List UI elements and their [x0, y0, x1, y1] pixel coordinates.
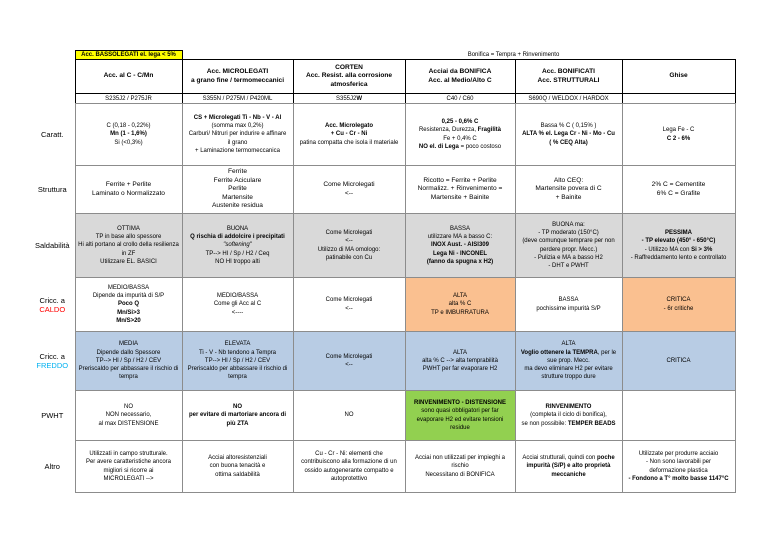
- cell-line: contribuiscono alla formazione di un: [301, 459, 397, 466]
- cell-line: rischio: [451, 463, 469, 470]
- cell-line: MEDIO/BASSA: [107, 284, 150, 291]
- cell-line: Cricc. a: [39, 295, 65, 305]
- cell-line: MICROLEGATI -->: [103, 475, 154, 482]
- cell-line: Altro: [44, 462, 60, 471]
- table-row: [30, 166, 735, 214]
- table-cell: [75, 278, 182, 332]
- cell-line: Acc. Microlegato: [324, 123, 373, 130]
- cell-line: Come Microlegati: [325, 229, 373, 236]
- row-label: [30, 278, 75, 332]
- cell-line: INOX Aust. - AISI309: [431, 242, 489, 249]
- cell-line: Martensite: [222, 193, 253, 201]
- cell-line: Lega Fe - C: [662, 127, 695, 134]
- cell-line: Hi alti portano al crollo della resilienza: [78, 242, 179, 249]
- cell-line: BUONA: [226, 225, 249, 232]
- cell-line: - Non sono lavorabili per: [645, 459, 712, 466]
- cell-line: NO: [344, 412, 354, 419]
- text-segment: Acciai strutturali, quindi con: [522, 455, 598, 462]
- table-row: [30, 332, 735, 391]
- cell-line: Per avere caratteristiche ancora: [85, 459, 172, 466]
- cell-line: sue prop. Mecc.: [547, 357, 590, 364]
- cell-line: ALTA % el. Lega Cr - Ni - Mo - Cu: [522, 131, 615, 138]
- cell-line: Lega Ni - INCONEL: [432, 250, 487, 257]
- table-cell: [405, 166, 515, 214]
- cell-line: Necessitano di BONIFICA: [425, 471, 495, 478]
- steel-grade: [405, 94, 515, 104]
- cell-line: C (0,18 - 0,22%): [106, 123, 151, 130]
- top-bar-row: [30, 51, 735, 60]
- cell-line: ossido autogenerante compatto e: [304, 467, 394, 474]
- cell-line: Preriscaldo per abbassare il rischio di: [187, 366, 288, 373]
- table-body: [30, 51, 735, 493]
- table-cell: [405, 104, 515, 166]
- grade-row: [30, 94, 735, 104]
- cell-line: TP--> HI / Sp / H2 / Ceq: [205, 250, 270, 257]
- cell-line: TP e IMBURRATURA: [431, 309, 489, 316]
- cell-line: NO HI troppo alti: [215, 258, 260, 265]
- cell-line: S690Q / WELDOX / HARDOX: [528, 95, 609, 102]
- cell-line: ALTA: [561, 341, 576, 348]
- steel-grade: [293, 94, 405, 104]
- cell-line: Come gli Acc al C: [213, 301, 262, 308]
- cell-line: Preriscaldo per abbassare il rischio di: [78, 366, 179, 373]
- cell-line: CORTEN: [335, 63, 363, 71]
- table-cell: [515, 166, 622, 214]
- cell-line: Normalizz. + Rinvenimento =: [417, 185, 503, 193]
- cell-line: MEDIA: [118, 341, 138, 348]
- cell-line: [625, 246, 733, 254]
- cell-line: residue: [450, 424, 470, 431]
- cell-line: BASSA: [449, 225, 470, 232]
- cell-line: Come Microlegati: [323, 180, 375, 188]
- row-label: [30, 332, 75, 391]
- cell-line: Dipende da impurità di S/P: [92, 293, 165, 300]
- table-cell: [622, 166, 735, 214]
- cell-line: Cu - Cr - Ni: elementi che: [315, 450, 383, 457]
- cell-line: - Pulizia e MA a basso H2: [534, 254, 603, 261]
- steel-grade: [75, 94, 182, 104]
- corner-cell: [30, 60, 75, 94]
- text-segment: se non possibile:: [521, 420, 568, 427]
- cell-line: (completa il ciclo di bonifica),: [530, 412, 607, 419]
- cell-line: ottima saldabilità: [215, 471, 260, 478]
- cell-line: Alto CEQ:: [553, 176, 584, 184]
- cell-line: TP--> HI / Sp / H2 / CEV: [204, 357, 271, 364]
- table-cell: [405, 214, 515, 278]
- cell-line: - DHT e PWHT: [548, 263, 589, 270]
- cell-line: Ferrite Aciculare: [213, 176, 262, 184]
- cell-line: S235J2 / P275JR: [105, 95, 152, 102]
- column-header: [293, 60, 405, 94]
- cell-line: [518, 349, 620, 357]
- row-label: [30, 104, 75, 166]
- cell-line: (deve comunque temprare per non: [522, 238, 615, 245]
- cell-line: alta % C --> alta temprabilità: [422, 357, 498, 364]
- cell-line: Acciai altoresistenziali: [208, 455, 267, 462]
- table-cell: [622, 214, 735, 278]
- text-segment: Si > 3%: [691, 246, 713, 253]
- cell-line: [408, 126, 513, 134]
- table-cell: [182, 278, 293, 332]
- bonifica-note: Bonifica = Tempra + Rinvenimento: [467, 51, 560, 58]
- cell-line: 0,25 - 0,6% C: [441, 118, 479, 125]
- cell-line: (fanno da spugna x H2): [426, 258, 494, 265]
- table-cell: [622, 104, 735, 166]
- cell-line: OTTIMA: [117, 225, 140, 232]
- cell-line: S355N / P275M / P420ML: [202, 95, 273, 102]
- cell-line: Mn/Si>3: [117, 309, 140, 316]
- cell-line: ALTA: [452, 293, 468, 300]
- text-segment: W: [356, 95, 363, 102]
- cell-line: in ZF: [121, 250, 136, 257]
- table-cell: [405, 391, 515, 441]
- cell-line: BUONA ma:: [552, 221, 585, 228]
- table-cell: [182, 391, 293, 441]
- table-cell: [182, 214, 293, 278]
- cell-line: alta % C: [448, 301, 472, 308]
- cell-line: + Bainite: [555, 193, 582, 201]
- cell-line: patinabile con Cu: [325, 254, 373, 261]
- cell-line: meccaniche: [551, 471, 586, 478]
- row-label: [30, 441, 75, 493]
- header-row: [30, 60, 735, 94]
- cell-line: Ferrite: [227, 168, 248, 176]
- cell-line: a grano fine / termomeccanici: [190, 76, 285, 84]
- table-cell: [75, 166, 182, 214]
- text-segment: TEMPER BEADS: [567, 420, 616, 427]
- cell-line: <--: [345, 305, 353, 312]
- cell-line: ELEVATA: [224, 341, 251, 348]
- cell-line: Q rischia di addolcire i precipitati: [190, 234, 285, 241]
- text-segment: S355J2: [335, 95, 357, 102]
- table-cell: [515, 391, 622, 441]
- cell-line: Mn (1 - 1,6%): [110, 131, 147, 138]
- table-row: [30, 391, 735, 441]
- cell-line: ( % CEQ Alta): [549, 139, 588, 146]
- cell-line: il grano: [227, 139, 248, 146]
- table-cell: [515, 441, 622, 493]
- cell-line: - 6r critiche: [663, 305, 694, 312]
- cell-line: CRITICA: [666, 357, 691, 364]
- row-label: [30, 166, 75, 214]
- table-cell: [405, 441, 515, 493]
- table-cell: [293, 214, 405, 278]
- text-segment: , per le: [597, 349, 617, 356]
- cell-line: Utilizzo di MA omologo:: [317, 246, 381, 253]
- cell-line: Utilizzate per produrre acciaio: [638, 450, 719, 457]
- table-cell: [75, 214, 182, 278]
- cell-line: Come Microlegati: [325, 353, 373, 360]
- column-header: [405, 60, 515, 94]
- category-badge: Acc. BASSOLEGATI el. lega < 5%: [75, 51, 182, 60]
- table-cell: [405, 278, 515, 332]
- text-segment: Voglio ottenere la TEMPRA: [520, 349, 598, 356]
- cell-line: CALDO: [39, 304, 66, 314]
- cell-line: Fe + 0,4% C: [443, 135, 477, 142]
- text-segment: poche: [597, 455, 615, 462]
- table-cell: [622, 278, 735, 332]
- cell-line: Laminato o Normalizzato: [92, 189, 165, 197]
- cell-line: <----: [231, 309, 244, 316]
- steel-comparison-table: [30, 50, 736, 493]
- cell-line: Cricc. a: [39, 352, 65, 361]
- cell-line: Acc. BONIFICATI: [542, 68, 595, 76]
- cell-line: sono quasi obbligatori per far: [421, 408, 499, 415]
- cell-line: CRITICA: [666, 297, 691, 304]
- cell-line: PESSIMA: [665, 229, 693, 236]
- cell-line: Perlite: [228, 185, 247, 193]
- cell-line: tempra: [119, 374, 138, 381]
- cell-line: NO: [124, 404, 133, 411]
- cell-line: <--: [345, 238, 353, 245]
- cell-line: [518, 420, 620, 428]
- cell-line: RINVENIMENTO - DISTENSIONE: [414, 399, 506, 406]
- table-cell: [75, 332, 182, 391]
- row-label: [30, 214, 75, 278]
- cell-line: utilizzare MA a basso C:: [427, 234, 493, 241]
- cell-line: Utilizzare EL. BASICI: [100, 258, 157, 265]
- column-header: [182, 60, 293, 94]
- column-header: [515, 60, 622, 94]
- cell-line: patina compatta che isola il materiale: [299, 139, 399, 146]
- table-cell: [293, 391, 405, 441]
- cell-line: ALTA: [452, 349, 468, 356]
- cell-line: Martensite povera di C: [535, 185, 602, 193]
- cell-line: - TP moderato (150°C): [538, 229, 599, 236]
- table-cell: [405, 332, 515, 391]
- table-cell: [182, 166, 293, 214]
- table-cell: [75, 441, 182, 493]
- steel-grade: [182, 94, 293, 104]
- cell-line: - TP elevato (450° - 650°C): [641, 238, 716, 245]
- table-cell: [75, 391, 182, 441]
- table-row: [30, 104, 735, 166]
- cell-line: Si (<0,3%): [114, 139, 143, 146]
- cell-line: MEDIO/BASSA: [216, 293, 259, 300]
- cell-line: FREDDO: [36, 361, 69, 370]
- cell-line: Utilizzati in campo strutturale.: [89, 450, 168, 457]
- cell-line: [518, 454, 620, 462]
- cell-line: RINVENIMENTO: [545, 404, 592, 411]
- cell-line: CS + Microlegati Ti - Nb - V - Al: [193, 114, 282, 121]
- cell-line: PWHT: [41, 411, 64, 420]
- cell-line: strutture troppo dure: [541, 374, 596, 381]
- table-cell: [182, 104, 293, 166]
- text-segment: NO el. di Lega: [418, 143, 459, 150]
- cell-line: Carburi/ Nitruri per indurire e affinare: [188, 131, 287, 138]
- cell-line: - Raffreddamento lento e controllato: [630, 254, 727, 261]
- cell-line: Acc. STRUTTURALI: [537, 76, 600, 84]
- cell-line: Acc. MICROLEGATI: [206, 68, 269, 76]
- cell-line: [296, 95, 403, 103]
- table-cell: [515, 278, 622, 332]
- cell-line: TP--> HI / Sp / H2 / CEV: [95, 357, 162, 364]
- row-label: [30, 391, 75, 441]
- table-cell: [75, 104, 182, 166]
- cell-line: atmosferica: [330, 80, 368, 88]
- table-cell: [182, 441, 293, 493]
- table-cell: [622, 391, 735, 441]
- text-segment: Fragilità: [477, 127, 502, 134]
- cell-line: tempra: [228, 374, 247, 381]
- cell-line: con buona tenacità e: [209, 463, 266, 470]
- empty-cell: [293, 51, 405, 60]
- cell-line: Mn/S>20: [116, 317, 141, 324]
- empty-cell: [182, 51, 293, 60]
- steel-grade: [622, 94, 735, 104]
- cell-line: + Laminazione termomeccanica: [195, 147, 280, 154]
- table-cell: [515, 104, 622, 166]
- table-row: [30, 278, 735, 332]
- cell-line: NO: [233, 404, 242, 411]
- column-header: [622, 60, 735, 94]
- cell-line: + Cu - Cr - Ni: [330, 131, 368, 138]
- cell-line: Struttura: [37, 185, 67, 194]
- cell-line: impurità (S/P) e alto proprietà: [526, 463, 611, 470]
- cell-line: C 2 - 6%: [666, 135, 691, 142]
- cell-line: [408, 143, 513, 151]
- steel-grade: [515, 94, 622, 104]
- cell-line: Acciai da BONIFICA: [428, 68, 492, 76]
- cell-line: C40 / C60: [446, 95, 474, 102]
- text-segment: Resistenza, Durezza,: [418, 127, 478, 134]
- table-cell: [622, 441, 735, 493]
- cell-line: Acc. al Medio/Alto C: [428, 76, 492, 84]
- cell-line: "softening": [223, 242, 252, 249]
- cell-line: Ferrite + Perlite: [105, 180, 152, 188]
- cell-line: Martensite + Bainite: [430, 193, 490, 201]
- table-cell: [515, 332, 622, 391]
- cell-line: più ZTA: [226, 420, 249, 427]
- table-cell: [182, 332, 293, 391]
- cell-line: migliori si ricorre ai: [103, 467, 154, 474]
- table-cell: [293, 104, 405, 166]
- cell-line: Austenite residua: [212, 202, 263, 210]
- cell-line: Ghise: [669, 72, 688, 80]
- cell-line: Caratt.: [40, 130, 64, 139]
- cell-line: al max DISTENSIONE: [98, 420, 159, 427]
- table-cell: [293, 278, 405, 332]
- cell-line: Ricotto = Ferrite + Perlite: [423, 176, 497, 184]
- cell-line: ma devo eliminare H2 per evitare: [524, 366, 613, 373]
- cell-line: Saldabilità: [34, 241, 70, 250]
- cell-line: Ti - V - Nb tendono a Tempra: [198, 349, 277, 356]
- cell-line: deformazione plastica: [649, 467, 708, 474]
- table-cell: [293, 166, 405, 214]
- table-cell: [293, 332, 405, 391]
- cell-line: per evitare di martoriare ancora di: [188, 412, 287, 419]
- cell-line: <--: [344, 189, 354, 197]
- column-header: [75, 60, 182, 94]
- cell-line: Acciai non utilizzati per impieghi a: [414, 455, 506, 462]
- table-row: [30, 441, 735, 493]
- cell-line: perdere propr. Mecc.): [539, 246, 598, 253]
- table-cell: [293, 441, 405, 493]
- table-cell: [515, 214, 622, 278]
- cell-line: <--: [345, 362, 353, 368]
- cell-line: 6% C = Grafite: [656, 189, 701, 197]
- cell-line: PWHT per far evaporare H2: [422, 366, 498, 373]
- table-cell: [622, 332, 735, 391]
- cell-line: Bassa % C ( 0,15% ): [540, 123, 597, 130]
- empty-cell: [622, 51, 735, 60]
- table-row: [30, 214, 735, 278]
- cell-line: Acc. al C - C/Mn: [103, 72, 154, 80]
- cell-line: Poco Q: [117, 301, 139, 308]
- cell-line: Acc. Resist. alla corrosione: [305, 72, 393, 80]
- cell-line: BASSA: [558, 297, 579, 304]
- cell-line: - Fondono a T° molto basse 1147°C: [628, 475, 729, 482]
- cell-line: 2% C = Cementite: [651, 180, 706, 188]
- cell-line: pochissime impurità S/P: [536, 305, 601, 312]
- cell-line: autoprotettivo: [330, 475, 368, 482]
- cell-line: TP in base allo spessore: [95, 234, 162, 241]
- empty-cell: [30, 51, 75, 60]
- cell-line: Come Microlegati: [325, 297, 373, 304]
- cell-line: evaporare H2 ed evitare tensioni: [416, 416, 504, 423]
- text-segment: - Utilizzo MA con: [644, 246, 692, 253]
- cell-line: NON necessario,: [105, 412, 152, 419]
- corner-cell: [30, 94, 75, 104]
- cell-line: (somma max 0,2%): [211, 123, 264, 130]
- text-segment: = poco costoso: [458, 143, 502, 150]
- cell-line: Dipende dallo Spessore: [96, 349, 161, 356]
